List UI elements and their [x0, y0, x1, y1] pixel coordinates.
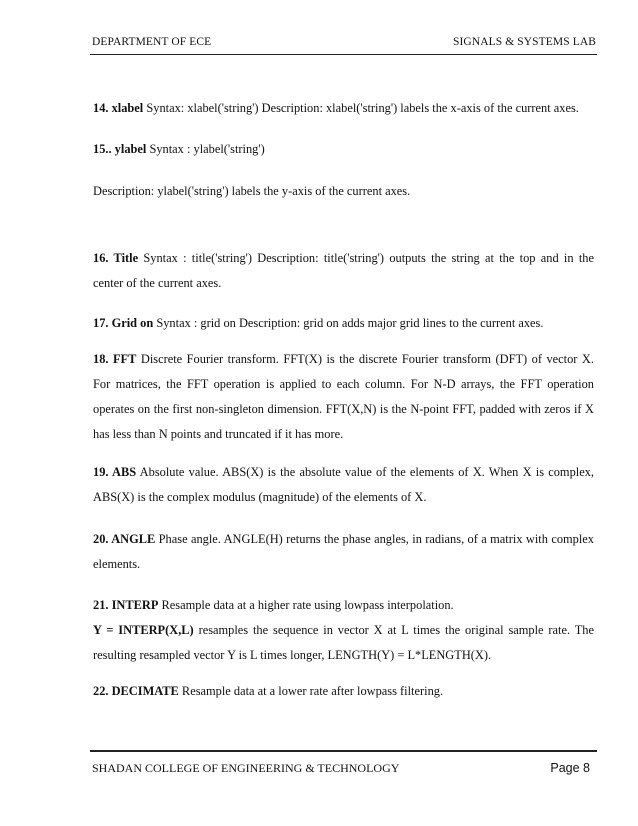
- item-title: [93, 246, 594, 296]
- item-ylabel-description: [93, 179, 594, 204]
- header-department: DEPARTMENT OF ECE: [92, 36, 212, 48]
- item-label: 17. Grid on: [93, 316, 154, 330]
- item-text: Syntax : grid on Description: grid on adds major grid lines to the current axes.: [153, 316, 544, 330]
- item-text: Syntax : ylabel('string'): [146, 142, 265, 156]
- item-label: 18. FFT: [93, 352, 137, 366]
- item-label: 15.. ylabel: [93, 142, 147, 156]
- item-text: resamples the sequence in vector X at L times the original sample rate. The resulting resampled vector Y is L times longer, LENGTH(Y) = L*LENGTH(X).: [93, 623, 594, 662]
- header-divider: [90, 54, 597, 55]
- item-label: 22. DECIMATE: [93, 684, 179, 698]
- item-text: Absolute value. ABS(X) is the absolute value of the elements of X. When X is complex, ABS(X) is the complex modulus (magnitude) of the elements of X.: [93, 465, 594, 504]
- item-text: Phase angle. ANGLE(H) returns the phase angles, in radians, of a matrix with complex elements.: [93, 532, 594, 571]
- item-text: Syntax: xlabel('string') Description: xlabel('string') labels the x-axis of the current axes.: [143, 101, 579, 115]
- item-fft: [93, 347, 594, 447]
- item-label: 21. INTERP: [93, 598, 159, 612]
- item-grid-on: [93, 311, 594, 336]
- item-label: 14. xlabel: [93, 101, 144, 115]
- item-xlabel: [93, 96, 594, 121]
- page-number: Page 8: [550, 761, 590, 775]
- item-interp: [93, 593, 594, 668]
- item-ylabel: [93, 137, 594, 162]
- item-label: 16. Title: [93, 251, 139, 265]
- item-decimate: [93, 679, 594, 704]
- item-text: Resample data at a higher rate using lowpass interpolation.: [158, 598, 454, 612]
- item-label: 19. ABS: [93, 465, 137, 479]
- footer-college: SHADAN COLLEGE OF ENGINEERING & TECHNOLOGY: [92, 761, 400, 775]
- footer-divider: [90, 750, 597, 752]
- item-angle: [93, 527, 594, 577]
- item-label: Y = INTERP(X,L): [93, 623, 194, 637]
- item-label: 20. ANGLE: [93, 532, 156, 546]
- item-abs: [93, 460, 594, 510]
- item-text: Description: ylabel('string') labels the y-axis of the current axes.: [93, 184, 411, 198]
- item-text: Syntax : title('string') Description: title('string') outputs the string at the top and in the center of the current axes.: [93, 251, 594, 290]
- item-text: Resample data at a lower rate after lowpass filtering.: [178, 684, 444, 698]
- header-lab-title: SIGNALS & SYSTEMS LAB: [453, 36, 596, 48]
- item-text: Discrete Fourier transform. FFT(X) is the discrete Fourier transform (DFT) of vector X. For matrices, the FFT operation is applied to each column. For N-D arrays, the FFT operation operates on the first non-singleton dimension. FFT(X,N) is the N-point FFT, padded with zeros if X has less than N points and truncated if it has more.: [93, 352, 594, 441]
